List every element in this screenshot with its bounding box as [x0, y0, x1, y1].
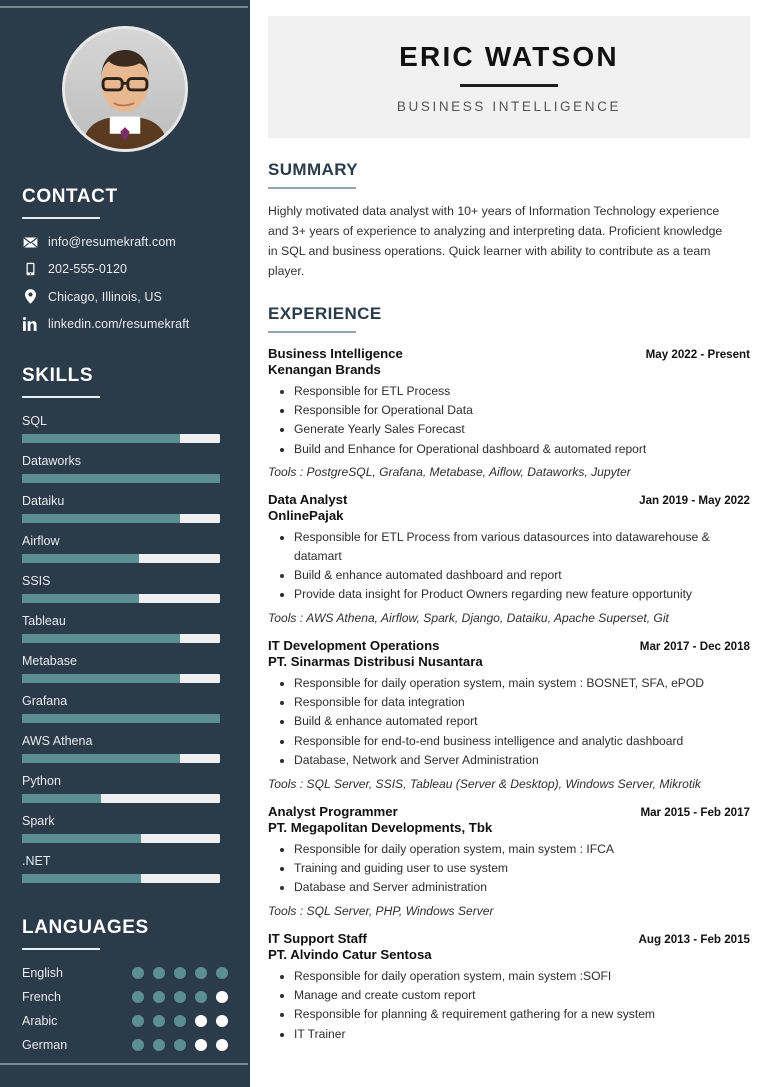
- envelope-icon: [22, 237, 38, 248]
- experience-bullet: • Responsible for planning & requirement gathering for a new system: [294, 1005, 750, 1023]
- experience-company: PT. Alvindo Catur Sentosa: [268, 946, 432, 962]
- skill-bar: [22, 474, 220, 483]
- skill-bar: [22, 754, 220, 763]
- skill-bar: [22, 554, 220, 563]
- languages-heading-rule: [22, 948, 100, 950]
- experience-date-range: May 2022 - Present: [645, 347, 750, 361]
- skill-bar: [22, 794, 220, 803]
- language-rating: [132, 967, 228, 979]
- skill-item: [22, 854, 228, 883]
- skill-bar: [22, 834, 220, 843]
- rating-dot-filled: [174, 1015, 186, 1027]
- experience-date-range: Aug 2013 - Feb 2015: [638, 932, 750, 946]
- skill-bar-fill: [22, 434, 180, 443]
- skill-label: Dataiku: [22, 494, 65, 508]
- rating-dot-filled: [153, 991, 165, 1003]
- contact-list: [22, 235, 228, 331]
- experience-date-range: Mar 2017 - Dec 2018: [639, 639, 750, 653]
- skill-item: [22, 774, 228, 803]
- skill-item: [22, 654, 228, 683]
- experience-bullet: • Generate Yearly Sales Forecast: [294, 420, 750, 438]
- experience-job-title: Business Intelligence: [268, 345, 403, 361]
- skill-item: [22, 694, 228, 723]
- skill-bar: [22, 714, 220, 723]
- skill-bar-fill: [22, 714, 220, 723]
- experience-list: [268, 346, 750, 1044]
- skill-bar: [22, 514, 220, 523]
- rating-dot-filled: [153, 1039, 165, 1051]
- experience-company: OnlinePajak: [268, 508, 344, 524]
- skill-label: .NET: [22, 854, 51, 868]
- contact-item-linkedin[interactable]: [22, 317, 228, 331]
- experience-tools: Tools : AWS Athena, Airflow, Spark, Django, Dataiku, Apache Superset, Git: [268, 610, 669, 625]
- experience-bullet: • Manage and create custom report: [294, 986, 750, 1004]
- contact-phone-text: 202-555-0120: [48, 262, 128, 276]
- experience-bullet: • Training and guiding user to use system: [294, 859, 750, 877]
- skill-bar-fill: [22, 474, 220, 483]
- language-rating: [132, 1015, 228, 1027]
- rating-dot-empty: [216, 1039, 228, 1051]
- summary-heading-rule: [268, 187, 356, 189]
- skills-list: [22, 414, 228, 883]
- rating-dot-filled: [174, 1039, 186, 1051]
- language-label: French: [22, 990, 61, 1004]
- experience-bullet: • Responsible for data integration: [294, 693, 750, 711]
- contact-linkedin-text: linkedin.com/resumekraft: [48, 317, 190, 331]
- experience-date-range: Jan 2019 - May 2022: [639, 494, 750, 508]
- experience-item-header: [268, 931, 750, 946]
- skills-heading-rule: [22, 396, 100, 398]
- profile-photo-wrap: [22, 0, 228, 152]
- language-item: [22, 990, 228, 1004]
- experience-heading-rule: [268, 331, 356, 333]
- job-title-subtitle: BUSINESS INTELLIGENCE: [396, 98, 622, 114]
- experience-item-header: [268, 492, 750, 507]
- skill-bar: [22, 634, 220, 643]
- experience-item: [268, 931, 750, 1044]
- skill-label: Python: [22, 774, 61, 788]
- rating-dot-filled: [132, 991, 144, 1003]
- skill-bar-fill: [22, 794, 101, 803]
- skill-bar-fill: [22, 674, 180, 683]
- language-item: [22, 1014, 228, 1028]
- experience-job-title: IT Support Staff: [268, 930, 367, 946]
- experience-bullet: • Database, Network and Server Administration: [294, 751, 750, 769]
- summary-heading: SUMMARY: [268, 160, 358, 179]
- skill-item: [22, 614, 228, 643]
- rating-dot-filled: [174, 991, 186, 1003]
- rating-dot-empty: [195, 1015, 207, 1027]
- skill-bar-fill: [22, 554, 139, 563]
- skill-label: Dataworks: [22, 454, 82, 468]
- experience-date-range: Mar 2015 - Feb 2017: [640, 805, 750, 819]
- skill-label: Grafana: [22, 694, 68, 708]
- experience-bullet: • Responsible for end-to-end business intelligence and analytic dashboard: [294, 732, 750, 750]
- skill-item: [22, 534, 228, 563]
- experience-heading: EXPERIENCE: [268, 303, 382, 323]
- skill-bar-fill: [22, 514, 180, 523]
- skill-label: Spark: [22, 814, 55, 828]
- language-label: English: [22, 966, 63, 980]
- languages-list: [22, 966, 228, 1052]
- skill-item: [22, 494, 228, 523]
- experience-bullets: [268, 674, 750, 770]
- summary-text: Highly motivated data analyst with 10+ years of Information Technology experience and 3+ years of experience to analyzing and interpreting data. Proficient knowledge in SQL and business operations. Quick learner with ability to contribute as a team player.: [268, 204, 723, 278]
- skill-label: Metabase: [22, 654, 77, 668]
- experience-item: [268, 346, 750, 480]
- experience-bullet: • Responsible for daily operation system, main system : IFCA: [294, 840, 750, 858]
- language-item: [22, 1038, 228, 1052]
- skill-bar-fill: [22, 834, 141, 843]
- experience-company: PT. Megapolitan Developments, Tbk: [268, 819, 493, 835]
- rating-dot-empty: [195, 1039, 207, 1051]
- experience-job-title: Analyst Programmer: [268, 803, 398, 819]
- experience-item: [268, 492, 750, 625]
- skill-item: [22, 414, 228, 443]
- name-divider: [460, 84, 558, 87]
- languages-heading: LANGUAGES: [22, 917, 149, 938]
- experience-company: PT. Sinarmas Distribusi Nusantara: [268, 653, 483, 669]
- page-title: ERIC WATSON: [399, 40, 619, 72]
- experience-bullet: • Build & enhance automated dashboard and report: [294, 566, 750, 584]
- experience-item: [268, 804, 750, 918]
- location-pin-icon: [22, 289, 38, 304]
- experience-bullet: • Build & enhance automated report: [294, 712, 750, 730]
- sidebar: [0, 0, 252, 1087]
- skill-label: Tableau: [22, 614, 66, 628]
- experience-section: [268, 304, 750, 1044]
- experience-bullets: [268, 967, 750, 1044]
- skill-item: [22, 734, 228, 763]
- summary-section: [268, 160, 750, 282]
- rating-dot-filled: [153, 1015, 165, 1027]
- skill-bar: [22, 434, 220, 443]
- mobile-phone-icon: [22, 262, 38, 276]
- skill-bar-fill: [22, 594, 139, 603]
- page-seam-bottom: [0, 1063, 248, 1065]
- skill-bar-fill: [22, 754, 180, 763]
- language-label: Arabic: [22, 1014, 58, 1028]
- skill-item: [22, 454, 228, 483]
- rating-dot-filled: [153, 967, 165, 979]
- rating-dot-filled: [132, 1039, 144, 1051]
- rating-dot-filled: [216, 967, 228, 979]
- skill-item: [22, 814, 228, 843]
- experience-bullet: • Responsible for Operational Data: [294, 401, 750, 419]
- experience-bullet: • Responsible for daily operation system, main system :SOFI: [294, 967, 750, 985]
- experience-bullet: • Database and Server administration: [294, 878, 750, 896]
- language-rating: [132, 1039, 228, 1051]
- experience-bullet: • Responsible for ETL Process from various datasources into datawarehouse & datamart: [294, 528, 750, 565]
- page-seam-top: [0, 6, 248, 8]
- experience-bullet: • IT Trainer: [294, 1025, 750, 1043]
- main-column: [252, 0, 768, 1087]
- experience-item: [268, 638, 750, 791]
- contact-email-text: info@resumekraft.com: [48, 235, 176, 249]
- experience-bullets: [268, 840, 750, 897]
- language-label: German: [22, 1038, 68, 1052]
- experience-company: Kenangan Brands: [268, 361, 381, 377]
- skill-bar-fill: [22, 634, 180, 643]
- skill-label: Airflow: [22, 534, 60, 548]
- contact-item-phone[interactable]: [22, 262, 228, 276]
- skill-label: SQL: [22, 414, 48, 428]
- name-banner: [268, 16, 750, 138]
- skill-label: SSIS: [22, 574, 51, 588]
- skill-bar: [22, 874, 220, 883]
- experience-bullet: • Responsible for daily operation system, main system : BOSNET, SFA, ePOD: [294, 674, 750, 692]
- profile-photo: [62, 26, 188, 152]
- experience-bullets: [268, 382, 750, 459]
- contact-location-text: Chicago, Illinois, US: [48, 289, 162, 304]
- skill-bar: [22, 674, 220, 683]
- rating-dot-filled: [132, 967, 144, 979]
- experience-item-header: [268, 804, 750, 819]
- skill-bar: [22, 594, 220, 603]
- contact-heading-rule: [22, 217, 100, 219]
- rating-dot-empty: [216, 1015, 228, 1027]
- rating-dot-filled: [132, 1015, 144, 1027]
- linkedin-icon: [22, 317, 38, 331]
- skill-bar-fill: [22, 874, 141, 883]
- experience-tools: Tools : SQL Server, SSIS, Tableau (Server & Desktop), Windows Server, Mikrotik: [268, 776, 701, 791]
- skill-label: AWS Athena: [22, 734, 93, 748]
- experience-bullet: • Responsible for ETL Process: [294, 382, 750, 400]
- experience-tools: Tools : PostgreSQL, Grafana, Metabase, Aiflow, Dataworks, Jupyter: [268, 465, 631, 480]
- language-item: [22, 966, 228, 980]
- skill-item: [22, 574, 228, 603]
- contact-item-email[interactable]: [22, 235, 228, 249]
- rating-dot-filled: [195, 967, 207, 979]
- contact-item-location[interactable]: [22, 289, 228, 304]
- experience-bullet: • Build and Enhance for Operational dashboard & automated report: [294, 440, 750, 458]
- experience-tools: Tools : SQL Server, PHP, Windows Server: [268, 903, 494, 918]
- contact-heading: CONTACT: [22, 186, 118, 207]
- experience-job-title: IT Development Operations: [268, 637, 440, 653]
- rating-dot-filled: [195, 991, 207, 1003]
- language-rating: [132, 991, 228, 1003]
- skills-heading: SKILLS: [22, 365, 94, 386]
- rating-dot-empty: [216, 991, 228, 1003]
- rating-dot-filled: [174, 967, 186, 979]
- experience-item-header: [268, 638, 750, 653]
- experience-item-header: [268, 346, 750, 361]
- experience-job-title: Data Analyst: [268, 492, 348, 508]
- experience-bullet: • Provide data insight for Product Owners regarding new feature opportunity: [294, 585, 750, 603]
- experience-bullets: [268, 528, 750, 604]
